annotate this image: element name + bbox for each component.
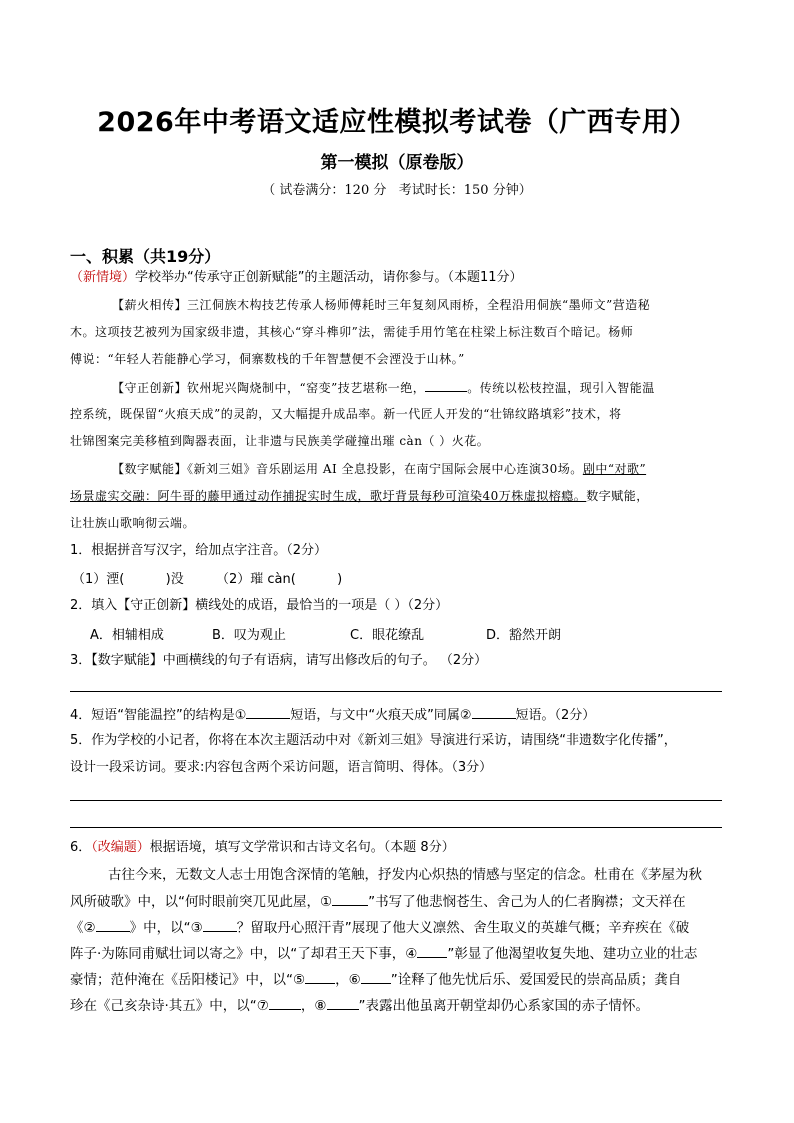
- q4-part1: 4．短语“智能温控”的结构是①: [70, 708, 247, 723]
- q6-l4a: 阵子·为陈同甫赋壮词以寄之》中，以“了却君王天下事，④: [70, 946, 418, 962]
- q6-text-line3: [70, 917, 730, 938]
- q6-l6a: 珍在《己亥杂诗·其五》中，以“⑦: [70, 998, 269, 1014]
- q6-l6b: ，⑧: [300, 998, 327, 1014]
- passage-p2-line3: 壮锦图案完美移植到陶器表面，让非遗与民族美学碰撞出璀 càn（ ）火花。: [70, 434, 490, 448]
- q6-text-line6: [70, 995, 730, 1016]
- q5-answer-line-1: [70, 800, 722, 801]
- adapted-tag: （改编题）: [91, 840, 150, 855]
- blank-6: [361, 969, 391, 984]
- intro-line: [70, 268, 730, 288]
- q6-l6c: ”表露出他虽离开朝堂却仍心系家国的赤子情怀。: [358, 998, 649, 1014]
- passage-p3-line3: 让壮族山歌响彻云端。: [70, 516, 196, 530]
- q6-text-line1: 古往今来，无数文人志士用饱含深情的笔触，抒发内心炽热的情感与坚定的信念。杜甫在《茅屋为秋: [108, 867, 702, 883]
- passage-p2-line1: [112, 377, 732, 398]
- q4-blank-1: [246, 704, 290, 719]
- q6-l4b: ”彰显了他渴望收复失地、建功立业的壮志: [447, 946, 698, 962]
- q6-l5a: 豪情；范仲淹在《岳阳楼记》中，以“⑤: [70, 972, 306, 988]
- q2-option-d: D．豁然开朗: [486, 628, 562, 643]
- blank-4: [417, 943, 447, 958]
- passage-p2-line1-a: 【守正创新】钦州坭兴陶烧制中，“窑变”技艺堪称一绝，: [112, 381, 426, 395]
- blank-3: [203, 917, 237, 932]
- q4-part2: 短语，与文中“火痕天成”同属②: [290, 708, 472, 723]
- section-heading: 一、积累（共19分）: [70, 247, 221, 266]
- passage-p3-line1: [112, 459, 732, 479]
- intro-text: 学校举办“传承守正创新赋能”的主题活动，请你参与。（本题11分）: [135, 270, 523, 285]
- q6-text-line5: [70, 969, 730, 990]
- passage-p3-line1-a: 【数字赋能】《新刘三姐》音乐剧运用 AI 全息投影，在南宁国际会展中心连演30场。: [112, 462, 583, 476]
- q6-text-line2: [70, 891, 730, 912]
- passage-p3-line2: [70, 486, 730, 506]
- q2-option-b: B．叹为观止: [212, 628, 286, 643]
- passage-p3-line2-b: 数字赋能，: [586, 489, 649, 503]
- blank-1: [332, 891, 368, 906]
- exam-title: 2026年中考语文适应性模拟考试卷（广西专用）: [97, 107, 697, 138]
- passage-p1-line2: 木。这项技艺被列为国家级非遗，其核心“穿斗榫卯”法，需徒手用竹笔在柱梁上标注数百个暗记。杨师: [70, 325, 634, 339]
- new-context-tag: （新情境）: [70, 270, 136, 285]
- q4-part3: 短语。（2分）: [515, 708, 596, 723]
- q3-prompt: 3．【数字赋能】中画横线的句子有语病，请写出修改后的句子。 （2分）: [70, 653, 488, 668]
- q3-answer-line: [70, 691, 722, 692]
- passage-p1-line3: 傅说：“年轻人若能静心学习，侗寨数栈的千年智慧便不会湮没于山林。”: [70, 352, 465, 366]
- q1-item-b: （2）璀 càn( ): [216, 572, 343, 587]
- q6-l5b: ，⑥: [335, 972, 361, 988]
- passage-p2-line1-b: 。传统以松枝控温，现引入智能温: [467, 381, 655, 395]
- blank-2: [96, 917, 130, 932]
- flawed-sentence-part1: 剧中“对歌”: [582, 462, 647, 476]
- q5-line2: 设计一段采访词。要求:内容包含两个采访问题，语言简明、得体。（3分）: [70, 760, 493, 775]
- blank-7: [269, 995, 301, 1010]
- q2-option-c: C．眼花缭乱: [350, 628, 425, 643]
- q2-option-a: A．相辅相成: [90, 628, 164, 643]
- blank-5: [305, 969, 335, 984]
- q6-l3c: ？留取丹心照汗青”展现了他大义凛然、舍生取义的英雄气概；辛弃疾在《破: [236, 920, 690, 936]
- passage-p2-line2: 控系统，既保留“火痕天成”的灵韵，又大幅提升成品率。新一代匠人开发的“壮锦纹路填彩”技术，将: [70, 407, 622, 421]
- q1-prompt: 1．根据拼音写汉字，给加点字注音。（2分）: [70, 543, 328, 558]
- q1-item-a: （1）湮( )没: [72, 572, 184, 587]
- q5-line1: 5．作为学校的小记者，你将在本次主题活动中对《新刘三姐》导演进行采访，请围绕“非遗数字化传播”，: [70, 733, 677, 748]
- blank-8: [327, 995, 359, 1010]
- q6-prompt-text: 根据语境，填写文学常识和古诗文名句。（本题 8分）: [149, 840, 455, 855]
- q6-l3b: 》中，以“③: [129, 920, 203, 936]
- q6-l2a: 风所破歌》中，以“何时眼前突兀见此屋，①: [70, 894, 333, 910]
- q6-text-line4: [70, 943, 730, 964]
- q6-l5c: ”诠释了他先忧后乐、爱国爱民的崇高品质；龚自: [390, 972, 682, 988]
- idiom-blank: [425, 377, 467, 392]
- q6-l3a: 《②: [70, 920, 96, 936]
- flawed-sentence-part2: 场景虚实交融：阿牛哥的藤甲通过动作捕捉实时生成，歌圩背景每秒可渲染40万株虚拟榕瘾。: [70, 489, 587, 503]
- q2-prompt: 2．填入【守正创新】横线处的成语，最恰当的一项是（ ）（2分）: [70, 598, 449, 613]
- q6-prompt: [70, 838, 730, 858]
- q4-blank-2: [472, 704, 516, 719]
- exam-subtitle: 第一模拟（原卷版）: [320, 153, 474, 173]
- q4-prompt: [70, 704, 730, 726]
- exam-meta: （ 试卷满分：120 分 考试时长：150 分钟）: [262, 183, 532, 198]
- q5-answer-line-2: [70, 827, 722, 828]
- q6-number: 6．: [70, 840, 92, 855]
- q6-l2b: ”书写了他悲悯苍生、舍己为人的仁者胸襟；文天祥在: [368, 894, 686, 910]
- passage-p1-line1: 【薪火相传】三江侗族木构技艺传承人杨师傅耗时三年复刻风雨桥，全程沿用侗族“墨师文”营造秘: [112, 298, 651, 312]
